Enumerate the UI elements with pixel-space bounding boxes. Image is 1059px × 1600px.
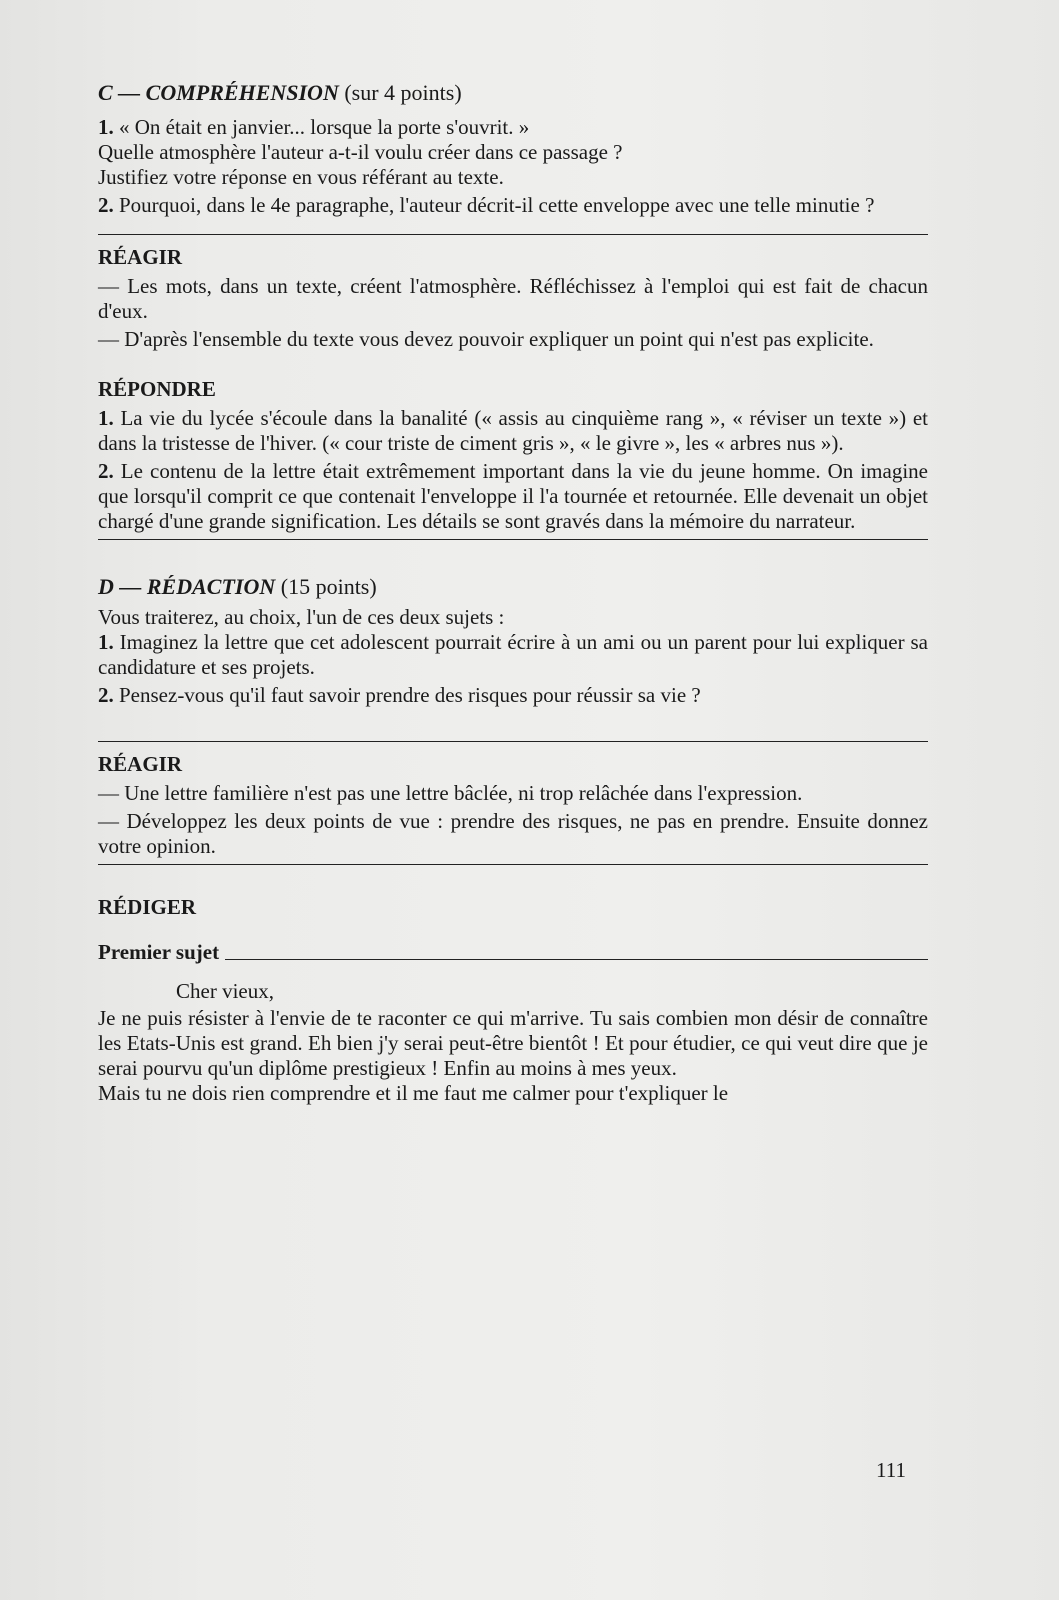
subject-item bbox=[98, 630, 928, 680]
premier-sujet-label: Premier sujet bbox=[98, 940, 220, 964]
reagir-item: — Développez les deux points de vue : prendre des risques, ne pas en prendre. Ensuite donnez votre opinion. bbox=[98, 809, 928, 858]
question-c1 bbox=[98, 115, 928, 140]
letter-paragraph: Je ne puis résister à l'envie de te raconter ce qui m'arrive. Tu sais combien mon désir de connaître les Etats-Unis est grand. Eh bien j'y serai peut-être bientôt ! Et pour étudier, ce qui veut dire que je serai pourvu qu'un diplôme prestigieux ! Enfin au moins à mes yeux. bbox=[98, 1006, 928, 1080]
subject-text: Imaginez la lettre que cet adolescent pourrait écrire à un ami ou un parent pour lui expliquer sa candidature et ses projets. bbox=[98, 630, 928, 679]
subject-item bbox=[98, 683, 928, 708]
reagir-heading-c: RÉAGIR bbox=[98, 245, 183, 269]
letter-salutation: Cher vieux, bbox=[176, 979, 274, 1003]
answer-number: 2. bbox=[98, 459, 114, 483]
reagir-heading-d: RÉAGIR bbox=[98, 752, 183, 776]
section-d-title bbox=[98, 574, 928, 599]
question-c2 bbox=[98, 193, 928, 218]
section-c-title-points: (sur 4 points) bbox=[338, 80, 462, 105]
repondre-item bbox=[98, 406, 928, 456]
answer-text: La vie du lycée s'écoule dans la banalité (« assis au cinquième rang », « réviser un texte ») et dans la tristesse de l'hiver. (« cour triste de ciment gris », « le givre », les « arbres nus »). bbox=[98, 406, 928, 455]
page-number: 111 bbox=[876, 1458, 906, 1482]
question-number: 2. bbox=[98, 193, 114, 217]
section-c-title-main: C — COMPRÉHENSION bbox=[98, 80, 339, 105]
repondre-heading: RÉPONDRE bbox=[98, 377, 216, 401]
section-d-title-main: D — RÉDACTION bbox=[98, 574, 276, 599]
question-number: 1. bbox=[98, 115, 114, 139]
question-text: Pourquoi, dans le 4e paragraphe, l'auteur décrit-il cette enveloppe avec une telle minutie ? bbox=[113, 193, 875, 217]
question-c1-line3: Justifiez votre réponse en vous référant au texte. bbox=[98, 165, 504, 189]
reagir-item: — Les mots, dans un texte, créent l'atmosphère. Réfléchissez à l'emploi qui est fait de chacun d'eux. bbox=[98, 274, 928, 323]
rediger-heading: RÉDIGER bbox=[98, 895, 197, 919]
subject-number: 2. bbox=[98, 683, 114, 707]
subject-number: 1. bbox=[98, 630, 114, 654]
premier-sujet-rule bbox=[225, 959, 928, 960]
reagir-item: — D'après l'ensemble du texte vous devez pouvoir expliquer un point qui n'est pas explicite. bbox=[98, 327, 874, 351]
premier-sujet-heading bbox=[98, 940, 928, 965]
answer-number: 1. bbox=[98, 406, 114, 430]
reagir-item: — Une lettre familière n'est pas une lettre bâclée, ni trop relâchée dans l'expression. bbox=[98, 781, 803, 805]
page-content bbox=[98, 80, 928, 1106]
section-d-intro: Vous traiterez, au choix, l'un de ces deux sujets : bbox=[98, 605, 505, 629]
subject-text: Pensez-vous qu'il faut savoir prendre des risques pour réussir sa vie ? bbox=[113, 683, 701, 707]
question-c1-line2: Quelle atmosphère l'auteur a-t-il voulu créer dans ce passage ? bbox=[98, 140, 623, 164]
question-text: « On était en janvier... lorsque la porte s'ouvrit. » bbox=[113, 115, 530, 139]
letter-paragraph: Mais tu ne dois rien comprendre et il me faut me calmer pour t'expliquer le bbox=[98, 1081, 729, 1105]
section-c-title bbox=[98, 80, 928, 105]
repondre-item bbox=[98, 459, 928, 534]
answer-text: Le contenu de la lettre était extrêmement important dans la vie du jeune homme. On imagine que lorsqu'il comprit ce que contenait l'enveloppe il l'a tournée et retournée. Elle devenait un objet chargé d'une grande signification. Les détails se sont gravés dans la mémoire du narrateur. bbox=[98, 459, 928, 533]
section-d-title-points: (15 points) bbox=[275, 574, 377, 599]
